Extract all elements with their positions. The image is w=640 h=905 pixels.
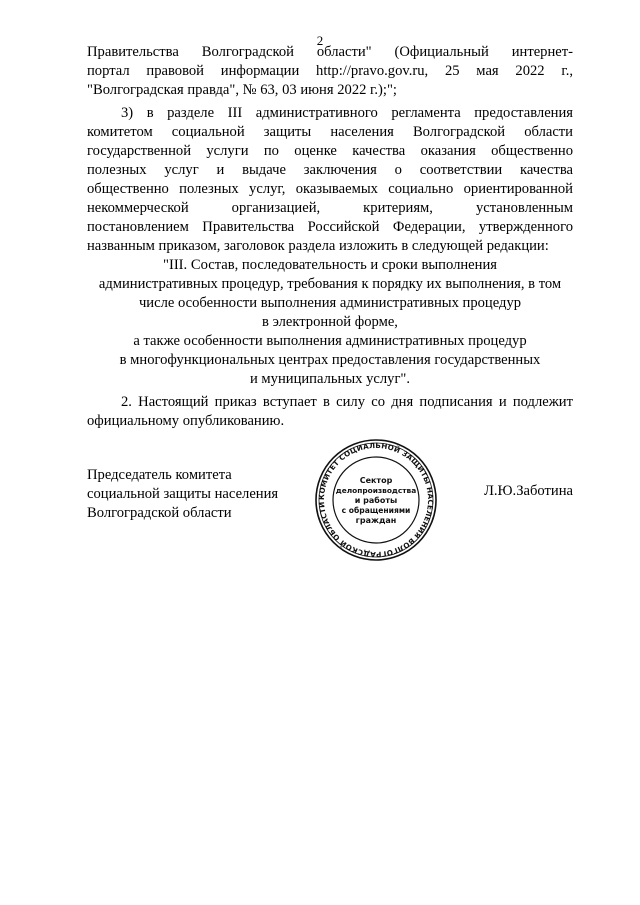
- text-line: постановлением Правительства Российской Федерации, утвержденного: [87, 219, 573, 235]
- stamp-ring-text: КОМИТЕТ СОЦИАЛЬНОЙ ЗАЩИТЫ НАСЕЛЕНИЯ ВОЛГОГРАДСКОЙ ОБЛАСТИ: [316, 440, 436, 560]
- text-line: Правительства Волгоградской области" (Официальный интернет-: [87, 44, 573, 60]
- text-line: портал правовой информации http://pravo.gov.ru, 25 мая 2022 г.,: [87, 63, 573, 79]
- text-line: государственной услуги по оценке качества оказания общественно: [87, 143, 573, 159]
- page-number: 2: [316, 33, 324, 48]
- text-line: некоммерческой организацией, критериям, установленным: [87, 200, 573, 216]
- text-line: комитетом социальной защиты населения Волгоградской области: [87, 124, 573, 140]
- heading-line: а также особенности выполнения административных процедур: [133, 333, 527, 349]
- stamp-center-line: делопроизводства: [335, 486, 417, 495]
- text-line: полезных услуг и выдаче заключения о соответствии качества: [87, 162, 573, 178]
- signature-position: Председатель комитета: [87, 467, 232, 483]
- text-line: общественно полезных услуг, оказываемых социально ориентированной: [87, 181, 573, 197]
- text-line: официальному опубликованию.: [87, 413, 285, 429]
- signature-position: Волгоградской области: [87, 505, 232, 521]
- signature-position: социальной защиты населения: [87, 486, 279, 502]
- stamp-center-line: Сектор: [359, 476, 393, 485]
- text-line: 3) в разделе III административного регламента предоставления: [121, 105, 573, 121]
- heading-line: в многофункциональных центрах предоставления государственных: [119, 352, 541, 368]
- heading-line: в электронной форме,: [262, 314, 398, 330]
- stamp-center-line: граждан: [355, 516, 397, 525]
- heading-line: "III. Состав, последовательность и сроки выполнения: [163, 257, 497, 273]
- official-stamp: [313, 437, 439, 563]
- heading-line: числе особенности выполнения административных процедур: [138, 295, 522, 311]
- signatory-name: Л.Ю.Заботина: [484, 483, 573, 499]
- text-line: 2. Настоящий приказ вступает в силу со дня подписания и подлежит: [121, 394, 573, 410]
- heading-line: и муниципальных услуг".: [249, 371, 411, 387]
- text-line: "Волгоградская правда", № 63, 03 июня 2022 г.);";: [87, 82, 397, 98]
- stamp-center-line: с обращениями: [341, 506, 411, 515]
- heading-line: административных процедур, требования к порядку их выполнения, в том: [98, 276, 562, 292]
- stamp-center-line: и работы: [354, 496, 398, 505]
- text-line: названным приказом, заголовок раздела изложить в следующей редакции:: [87, 238, 549, 254]
